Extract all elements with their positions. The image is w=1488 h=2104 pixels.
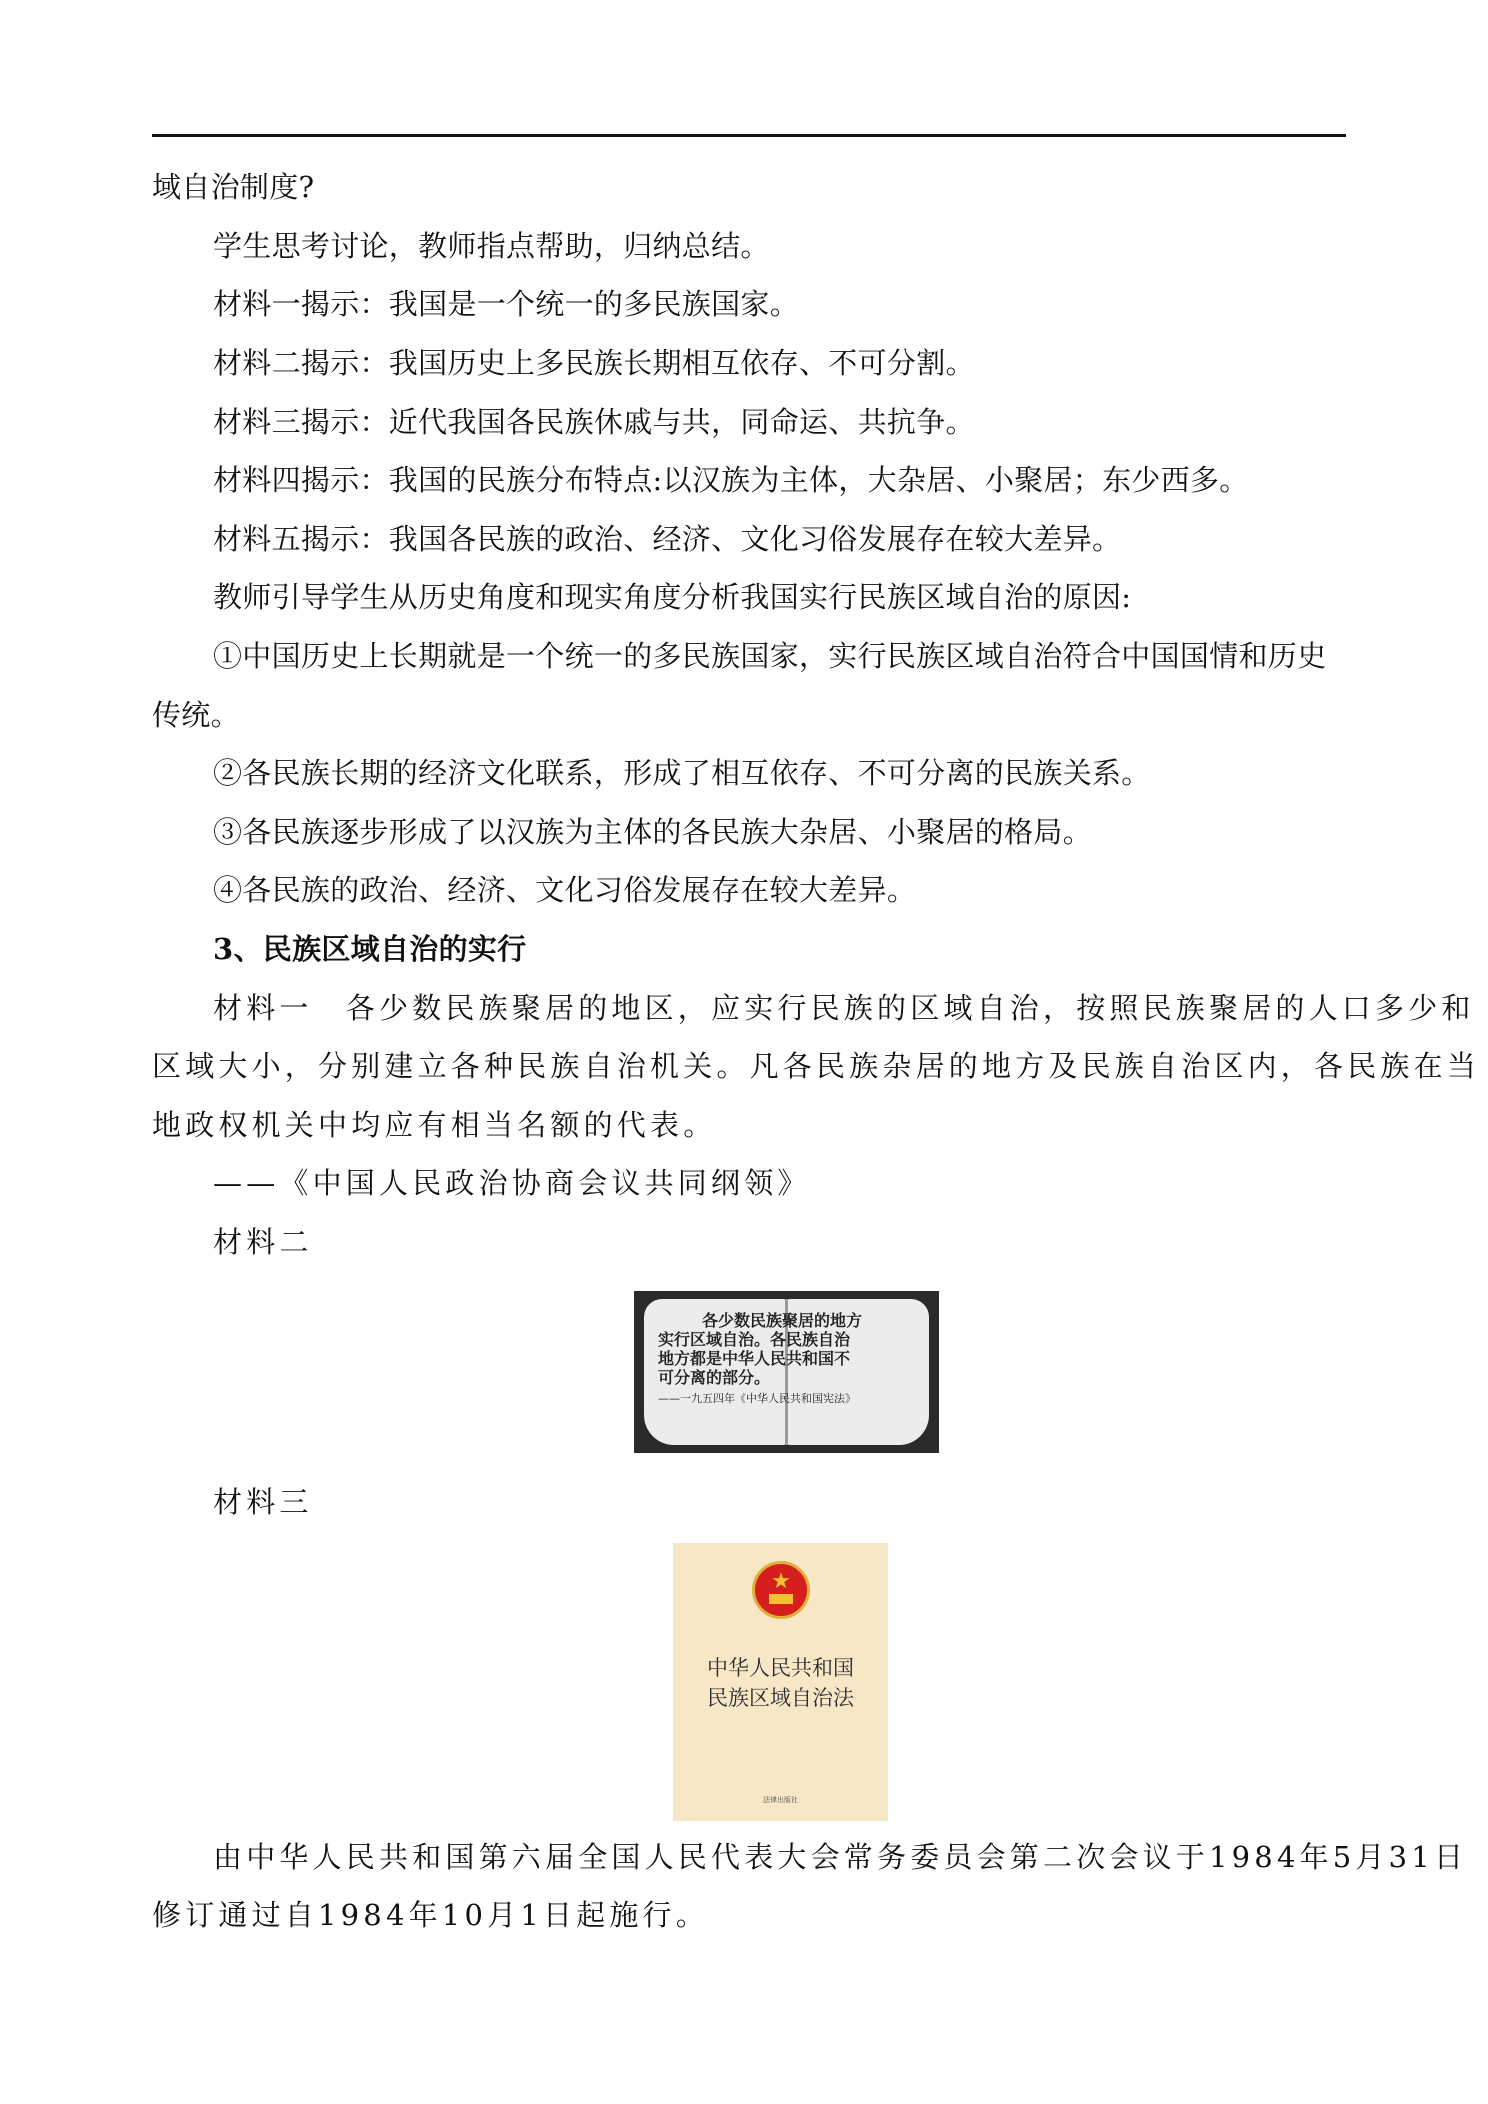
text-line: 修订通过自1984年10月1日起施行。: [152, 1898, 709, 1932]
cover-title-line: 民族区域自治法: [707, 1686, 854, 1710]
text-line: 材料一揭示：我国是一个统一的多民族国家。: [213, 287, 800, 321]
cover-title-line: 中华人民共和国: [707, 1656, 854, 1680]
book-quote-line: 可分离的部分。: [658, 1368, 771, 1387]
section-heading: 3、民族区域自治的实行: [213, 932, 527, 966]
book-quote-line: 各少数民族聚居的地方: [702, 1311, 863, 1330]
book-quote-line: 实行区域自治。各民族自治: [658, 1330, 851, 1349]
book-quote-source: ——一九五四年《中华人民共和国宪法》: [658, 1392, 856, 1405]
header-rule: [152, 134, 1346, 137]
text-line: 材料五揭示：我国各民族的政治、经济、文化习俗发展存在较大差异。: [213, 522, 1122, 556]
law-book-cover: [673, 1543, 888, 1821]
book-quote: [658, 1311, 920, 1406]
book-quote-line: 地方都是中华人民共和国不: [658, 1349, 851, 1368]
text-line: 由中华人民共和国第六届全国人民代表大会常务委员会第二次会议于1984年5月31日: [213, 1840, 1468, 1874]
material-label: 材料三: [213, 1485, 313, 1519]
text-line: ③各民族逐步形成了以汉族为主体的各民族大杂居、小聚居的格局。: [213, 815, 1093, 849]
text-line: 材料三揭示：近代我国各民族休戚与共，同命运、共抗争。: [213, 405, 975, 439]
material-label: 材料二: [213, 1225, 313, 1259]
text-line: 材料一 各少数民族聚居的地区，应实行民族的区域自治，按照民族聚居的人口多少和: [213, 991, 1475, 1025]
text-line: 学生思考讨论，教师指点帮助，归纳总结。: [213, 229, 770, 263]
text-line: 地政权机关中均应有相当名额的代表。: [152, 1108, 717, 1142]
text-line: 材料四揭示：我国的民族分布特点:以汉族为主体，大杂居、小聚居；东少西多。: [213, 463, 1249, 497]
citation: ——《中国人民政治协商会议共同纲领》: [213, 1166, 811, 1200]
text-line: 教师引导学生从历史角度和现实角度分析我国实行民族区域自治的原因:: [213, 580, 1132, 614]
constitution-book-image: [634, 1291, 939, 1453]
national-emblem-icon: ★: [752, 1561, 810, 1619]
cover-publisher: 法律出版社: [763, 1796, 798, 1804]
cover-title: [673, 1653, 888, 1713]
text-line: ①中国历史上长期就是一个统一的多民族国家，实行民族区域自治符合中国国情和历史: [213, 639, 1327, 673]
text-line: ④各民族的政治、经济、文化习俗发展存在较大差异。: [213, 873, 917, 907]
text-line: 域自治制度?: [152, 170, 315, 204]
text-line: 传统。: [152, 698, 240, 732]
text-line: ②各民族长期的经济文化联系，形成了相互依存、不可分离的民族关系。: [213, 756, 1151, 790]
text-line: 区域大小，分别建立各种民族自治机关。凡各民族杂居的地方及民族自治区内，各民族在当: [152, 1049, 1481, 1083]
text-line: 材料二揭示：我国历史上多民族长期相互依存、不可分割。: [213, 346, 975, 380]
